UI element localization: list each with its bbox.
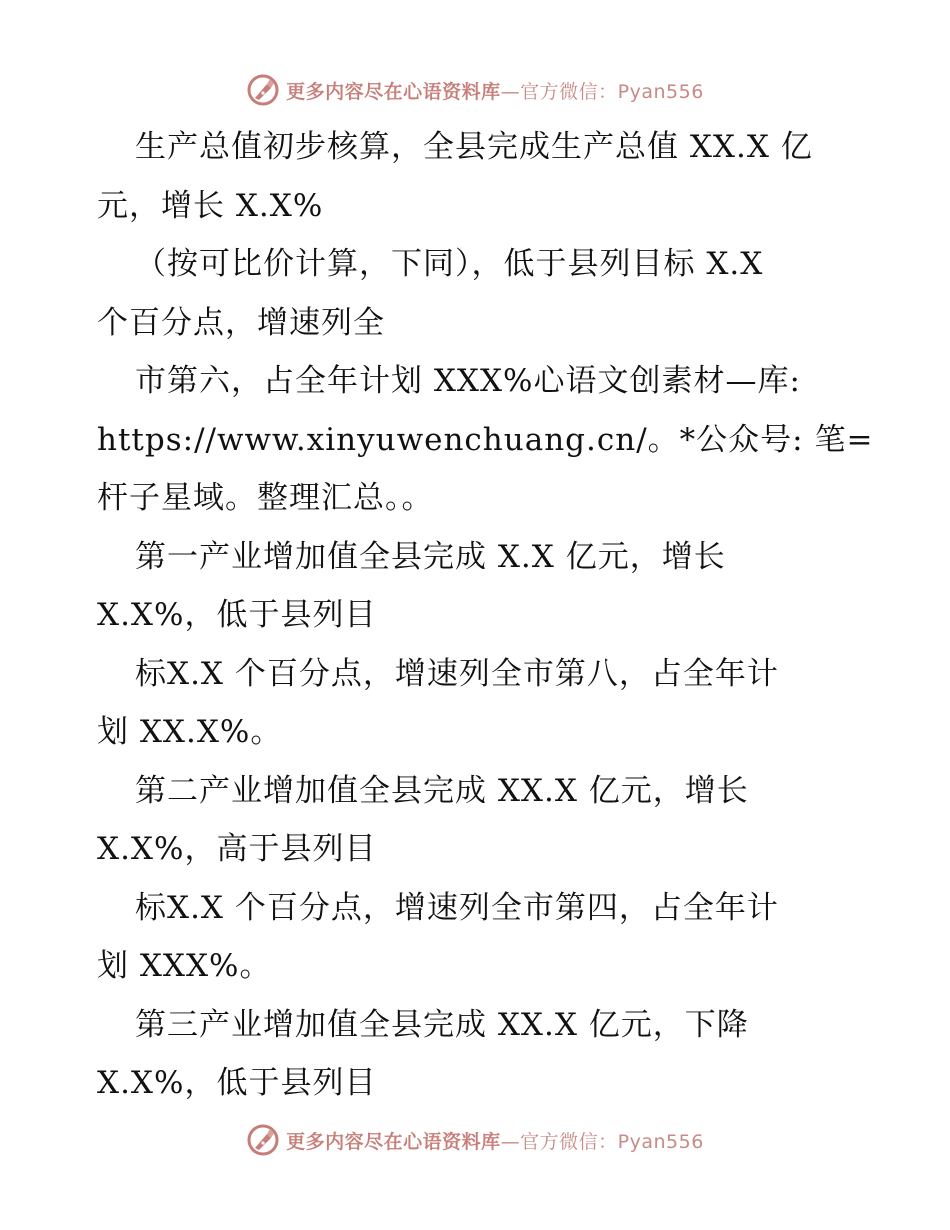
paragraph-line: 第二产业增加值全县完成 XX.X 亿元，增长 xyxy=(135,772,749,809)
paragraph-line: （按可比价计算，下同），低于县列目标 X.X xyxy=(135,246,764,282)
header-separator: — xyxy=(500,80,521,103)
header-brand: 更多内容尽在心语资料库 xyxy=(286,80,501,103)
pen-nib-logo-icon xyxy=(246,73,280,107)
paragraph-line: X.X%，高于县列目 xyxy=(97,831,377,867)
paragraph-line: X.X%，低于县列目 xyxy=(97,1065,377,1101)
paragraph-line: 杆子星域。整理汇总。。 xyxy=(97,480,434,516)
paragraph-line: 生产总值初步核算，全县完成生产总值 XX.X 亿 xyxy=(135,129,813,165)
pen-nib-logo-icon xyxy=(246,1123,280,1157)
paragraph-line: 划 XXX%。 xyxy=(97,948,272,984)
footer-separator: — xyxy=(500,1130,521,1153)
paragraph-line: https://www.xinyuwenchuang.cn/。*公众号: 笔= xyxy=(97,421,874,458)
footer-watermark-text xyxy=(286,1127,704,1154)
paragraph-line: 个百分点，增速列全 xyxy=(97,304,385,341)
paragraph-line: 标X.X 个百分点，增速列全市第八，占全年计 xyxy=(135,655,779,692)
header-watermark-text xyxy=(286,77,704,104)
header-watermark xyxy=(0,70,950,110)
paragraph-line: 元，增长 X.X% xyxy=(97,187,324,224)
paragraph-line: X.X%，低于县列目 xyxy=(97,597,377,633)
footer-brand: 更多内容尽在心语资料库 xyxy=(286,1130,501,1153)
paragraph-line: 第三产业增加值全县完成 XX.X 亿元，下降 xyxy=(135,1006,749,1043)
header-wechat: 官方微信：Pyan556 xyxy=(520,80,704,103)
paragraph-line: 划 XX.X%。 xyxy=(97,714,283,750)
paragraph-line: 标X.X 个百分点，增速列全市第四，占全年计 xyxy=(135,889,779,926)
paragraph-line: 第一产业增加值全县完成 X.X 亿元，增长 xyxy=(135,538,726,575)
footer-wechat: 官方微信：Pyan556 xyxy=(520,1130,704,1153)
footer-watermark xyxy=(0,1120,950,1160)
document-body xyxy=(97,118,874,1113)
paragraph-line: 市第六，占全年计划 XXX%心语文创素材—库: xyxy=(135,363,801,399)
